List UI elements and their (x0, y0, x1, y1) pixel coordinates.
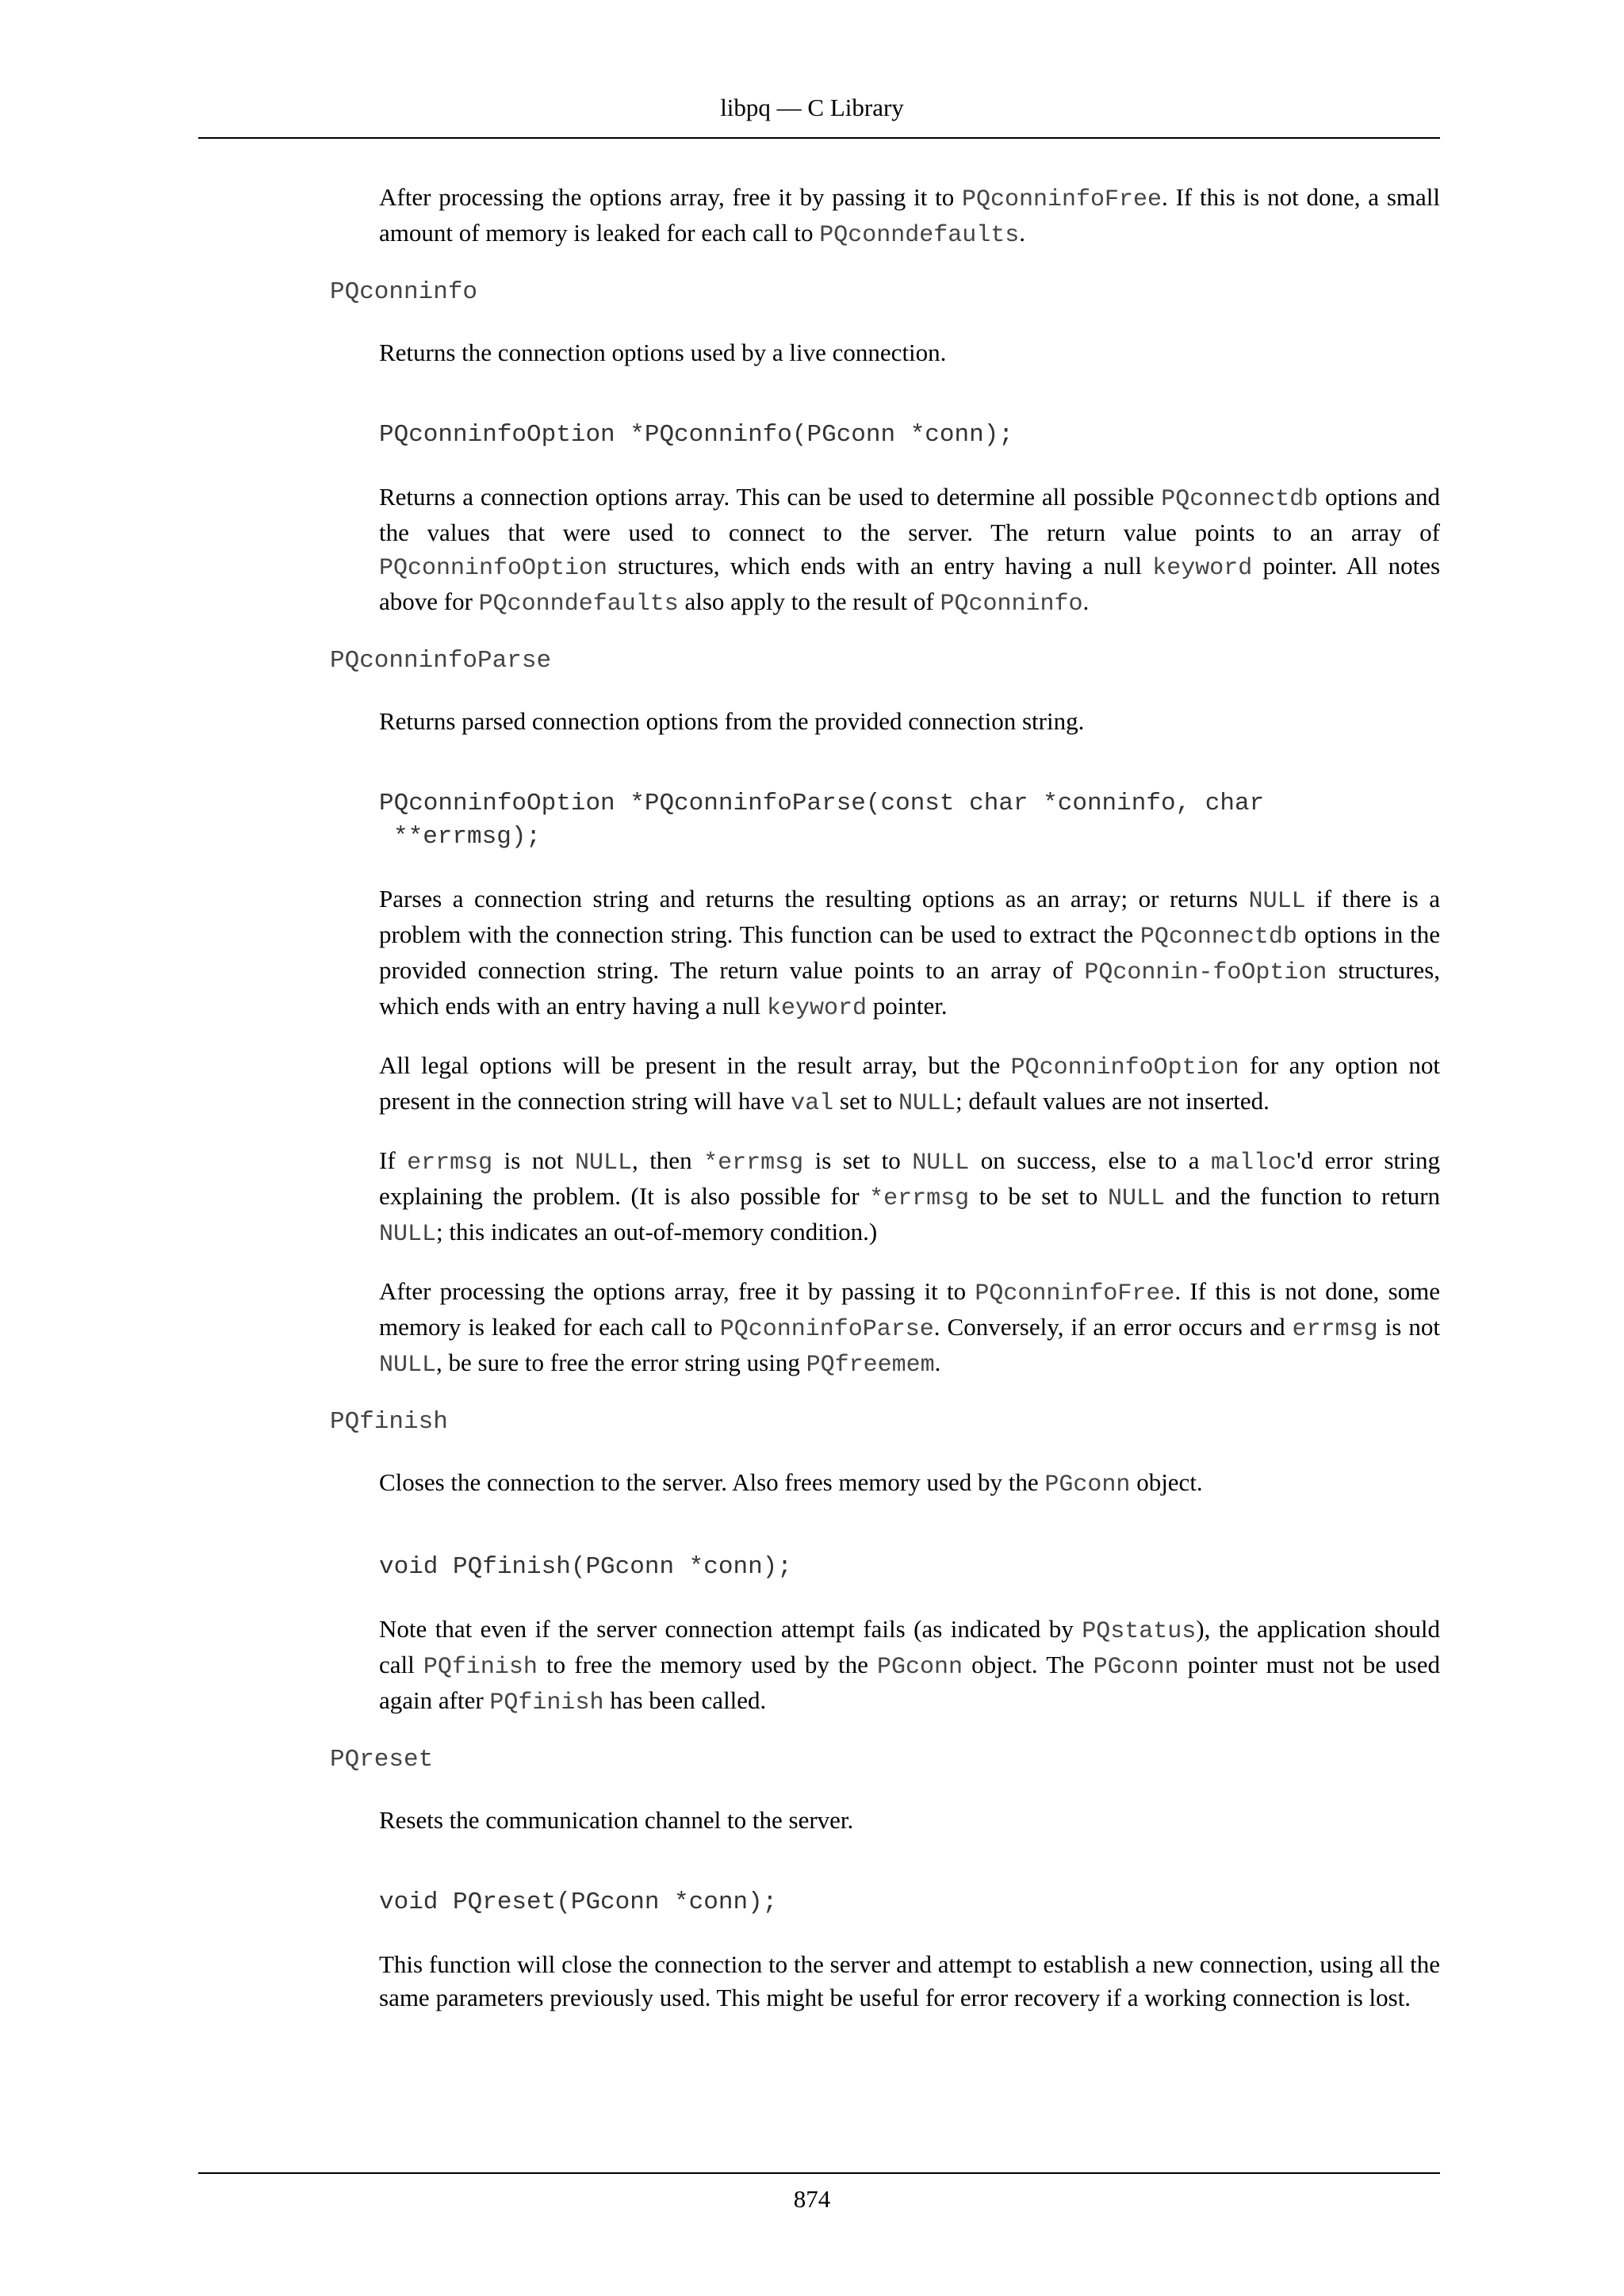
function-synopsis (379, 1886, 1440, 1919)
inline-code: PQconninfoOption (1010, 1054, 1239, 1081)
text-run: Resets the communication channel to the server. (379, 1806, 854, 1834)
document-body (198, 181, 1446, 2038)
inline-code: keyword (1152, 555, 1253, 582)
text-run: is not (492, 1146, 575, 1174)
footer-rule (198, 2172, 1440, 2174)
text-run: for any option not present in the connection string will have (379, 1051, 1446, 1115)
text-run: Parses a connection string and returns the resulting options as an array; or returns (379, 885, 1249, 913)
function-synopsis (379, 787, 1440, 854)
inline-code: NULL (379, 1352, 437, 1379)
text-run: Returns the connection options used by a live connection. (379, 339, 947, 366)
function-synopsis (379, 419, 1440, 452)
text-run: on success, else to a (969, 1146, 1212, 1174)
paragraph (379, 882, 1446, 1025)
paragraph (379, 1049, 1446, 1120)
inline-code: errmsg (1292, 1316, 1378, 1343)
synopsis-line: PQconninfoOption *PQconninfo(PGconn *conn); (379, 421, 1013, 449)
inline-code: NULL (379, 1221, 437, 1248)
inline-code: PQfinish (489, 1689, 604, 1716)
text-run: pointer. All notes above for (379, 552, 1446, 615)
text-run: if there is a problem with the connection string. This function can be used to extract the (379, 885, 1446, 948)
inline-code: malloc (1211, 1150, 1297, 1177)
text-run: ), the application should call (379, 1615, 1446, 1678)
inline-code: errmsg (407, 1150, 493, 1177)
text-run: set to (833, 1087, 898, 1115)
text-run: and the function to return (1165, 1182, 1446, 1210)
synopsis-line: PQconninfoOption *PQconninfoParse(const char *conninfo, char (379, 790, 1265, 817)
text-run: Note that even if the server connection attempt fails (as indicated by (379, 1615, 1082, 1643)
function-synopsis (379, 1551, 1440, 1584)
text-run: ; this indicates an out-of-memory condition.) (436, 1218, 878, 1246)
paragraph (379, 336, 1440, 369)
function-term: PQfinish (330, 1408, 448, 1436)
text-run: also apply to the result of (678, 587, 940, 615)
text-run: . (1082, 587, 1090, 615)
inline-code: *errmsg (869, 1185, 970, 1212)
inline-code: val (791, 1090, 834, 1117)
text-run: . (1019, 219, 1026, 247)
paragraph (379, 1275, 1446, 1382)
text-run: ; default values are not inserted. (955, 1087, 1270, 1115)
text-run: After processing the options array, free it by passing it to (379, 183, 962, 211)
inline-code: *errmsg (703, 1150, 804, 1177)
inline-code: PQconninfoOption (379, 555, 608, 582)
text-run: After processing the options array, free it by passing it to (379, 1277, 975, 1305)
inline-code: PQconninfoFree (975, 1280, 1175, 1307)
text-run: Returns parsed connection options from the provided connection string. (379, 707, 1085, 735)
synopsis-line: **errmsg); (393, 823, 542, 851)
inline-code: PGconn (1093, 1654, 1179, 1681)
inline-code: PQconninfoFree (962, 186, 1162, 213)
text-run: This function will close the connection to the server and attempt to establish a new connection, using all the same parameters previously used. This might be useful for error recovery if a working connection is lost. (379, 1950, 1446, 2011)
paragraph (379, 1804, 1440, 1837)
paragraph (379, 705, 1440, 738)
inline-code: keyword (767, 995, 868, 1022)
text-run: options and the values that were used to connect to the server. The return value points to an array of (379, 483, 1446, 546)
text-run: is not (1377, 1313, 1446, 1341)
inline-code: NULL (1248, 888, 1306, 915)
text-run: If (379, 1146, 408, 1174)
text-run: object. The (963, 1651, 1094, 1678)
text-run: pointer. (867, 992, 948, 1020)
function-term: PQconninfo (330, 278, 478, 306)
text-run: has been called. (603, 1686, 767, 1714)
text-run: structures, which ends with an entry having a null (607, 552, 1153, 580)
text-run: pointer must not be used again after (379, 1651, 1446, 1714)
inline-code: PQfinish (423, 1654, 538, 1681)
text-run: to be set to (969, 1182, 1108, 1210)
text-run: . (934, 1349, 941, 1376)
inline-code: PQconndefaults (819, 222, 1020, 249)
synopsis-line: void PQreset(PGconn *conn); (379, 1888, 778, 1916)
function-term: PQreset (330, 1746, 434, 1774)
inline-code: NULL (574, 1150, 632, 1177)
function-term: PQconninfoParse (330, 647, 552, 675)
paragraph (379, 1613, 1446, 1720)
inline-code: PQfreemem (806, 1352, 935, 1379)
text-run: All legal options will be present in the result array, but the (379, 1051, 1011, 1079)
inline-code: PQconnectdb (1161, 486, 1319, 513)
inline-code: NULL (1108, 1185, 1166, 1212)
inline-code: NULL (898, 1090, 956, 1117)
inline-code: PQconnectdb (1139, 924, 1297, 951)
page-number: 874 (793, 2185, 831, 2213)
text-run: . If this is not done, a small amount of memory is leaked for each call to (379, 183, 1446, 247)
text-run: 'd error string explaining the problem. (It is also possible for (379, 1146, 1446, 1210)
paragraph (379, 480, 1446, 621)
inline-code: NULL (912, 1150, 970, 1177)
inline-code: PQconninfo (940, 591, 1083, 618)
text-run: is set to (803, 1146, 913, 1174)
paragraph (379, 1466, 1440, 1502)
paragraph (379, 181, 1446, 252)
inline-code: PQconnin-foOption (1084, 959, 1327, 986)
inline-code: PQconninfoParse (719, 1316, 934, 1343)
text-run: to free the memory used by the (537, 1651, 878, 1678)
text-run: , then (631, 1146, 704, 1174)
header-rule (198, 137, 1440, 139)
synopsis-line: void PQfinish(PGconn *conn); (379, 1553, 792, 1581)
text-run: , be sure to free the error string using (436, 1349, 806, 1376)
paragraph (379, 1948, 1446, 2015)
text-run: Closes the connection to the server. Also frees memory used by the (379, 1468, 1045, 1496)
inline-code: PGconn (877, 1654, 963, 1681)
inline-code: PQstatus (1082, 1618, 1197, 1645)
text-run: options in the provided connection string. The return value points to an array of (379, 920, 1446, 984)
text-run: . Conversely, if an error occurs and (933, 1313, 1293, 1341)
text-run: . If this is not done, some memory is leaked for each call to (379, 1277, 1446, 1341)
paragraph (379, 1144, 1446, 1251)
inline-code: PGconn (1044, 1471, 1131, 1498)
text-run: object. (1130, 1468, 1203, 1496)
text-run: structures, which ends with an entry having a null (379, 956, 1446, 1020)
inline-code: PQconndefaults (478, 591, 679, 618)
text-run: Returns a connection options array. This can be used to determine all possible (379, 483, 1162, 511)
running-header: libpq — C Library (720, 94, 904, 121)
